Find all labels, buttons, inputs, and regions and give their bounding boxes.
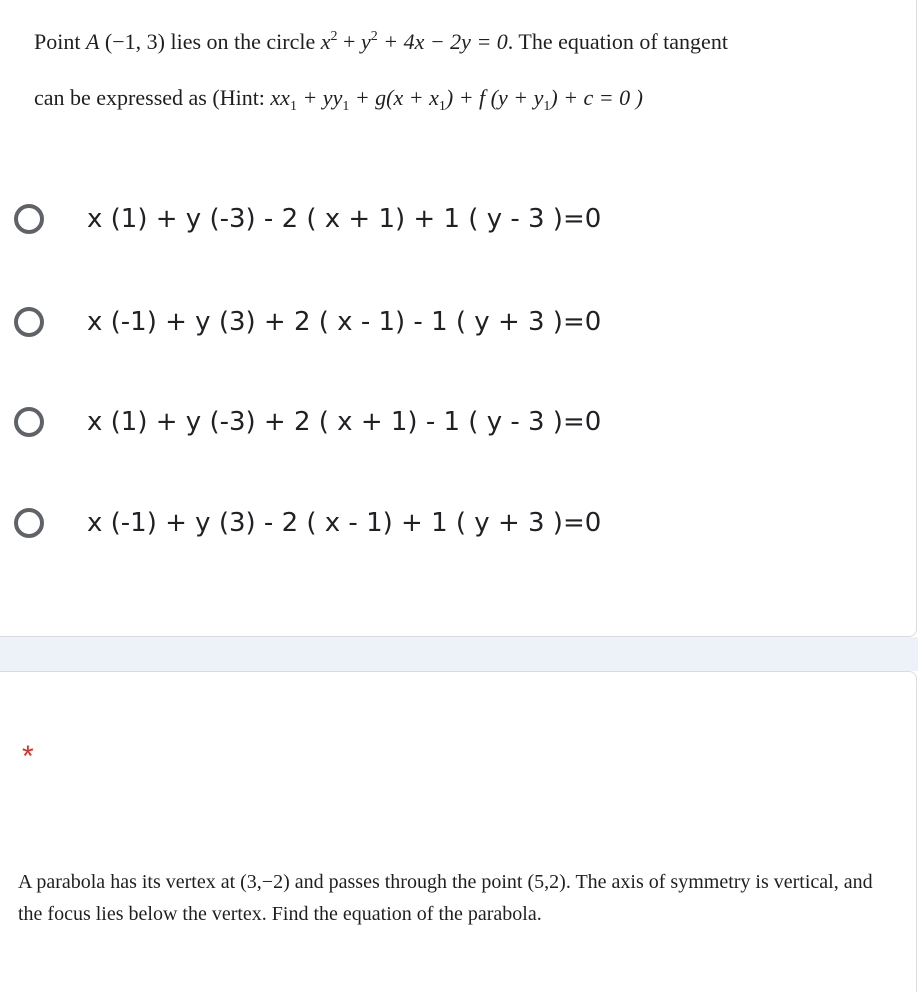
option-label: x (-1) + y (3) - 2 ( x - 1) + 1 ( y + 3 )=0: [87, 508, 602, 538]
answer-option-1[interactable]: [14, 193, 601, 245]
radio-button[interactable]: [14, 307, 44, 337]
radio-button[interactable]: [14, 204, 44, 234]
radio-button[interactable]: [14, 407, 44, 437]
card-separator: [0, 637, 918, 671]
option-label: x (-1) + y (3) + 2 ( x - 1) - 1 ( y + 3 )=0: [87, 307, 602, 337]
required-asterisk: *: [22, 740, 34, 773]
answer-option-2[interactable]: [14, 296, 601, 348]
question-card-2: [0, 671, 917, 992]
option-label: x (1) + y (-3) - 2 ( x + 1) + 1 ( y - 3 )=0: [87, 204, 602, 234]
answer-option-3[interactable]: [14, 396, 601, 448]
question-1-line-1: Point A (−1, 3) lies on the circle $x^2 + y^2 + 4x - 2y = 0$. The equation of tangent: [34, 29, 728, 54]
radio-button[interactable]: [14, 508, 44, 538]
question-1-line-2: can be expressed as (Hint: $xx_1 + yy_1 + g(x + x_1) + f$ $(y + y_1) + c = 0$ ): [34, 85, 643, 114]
answer-option-4[interactable]: [14, 497, 601, 549]
question-2-text: A parabola has its vertex at (3,−2) and passes through the point (5,2). The axis of symmetry is vertical, and the focus lies below the vertex. Find the equation of the parabola.: [18, 871, 873, 925]
option-label: x (1) + y (-3) + 2 ( x + 1) - 1 ( y - 3 )=0: [87, 407, 602, 437]
